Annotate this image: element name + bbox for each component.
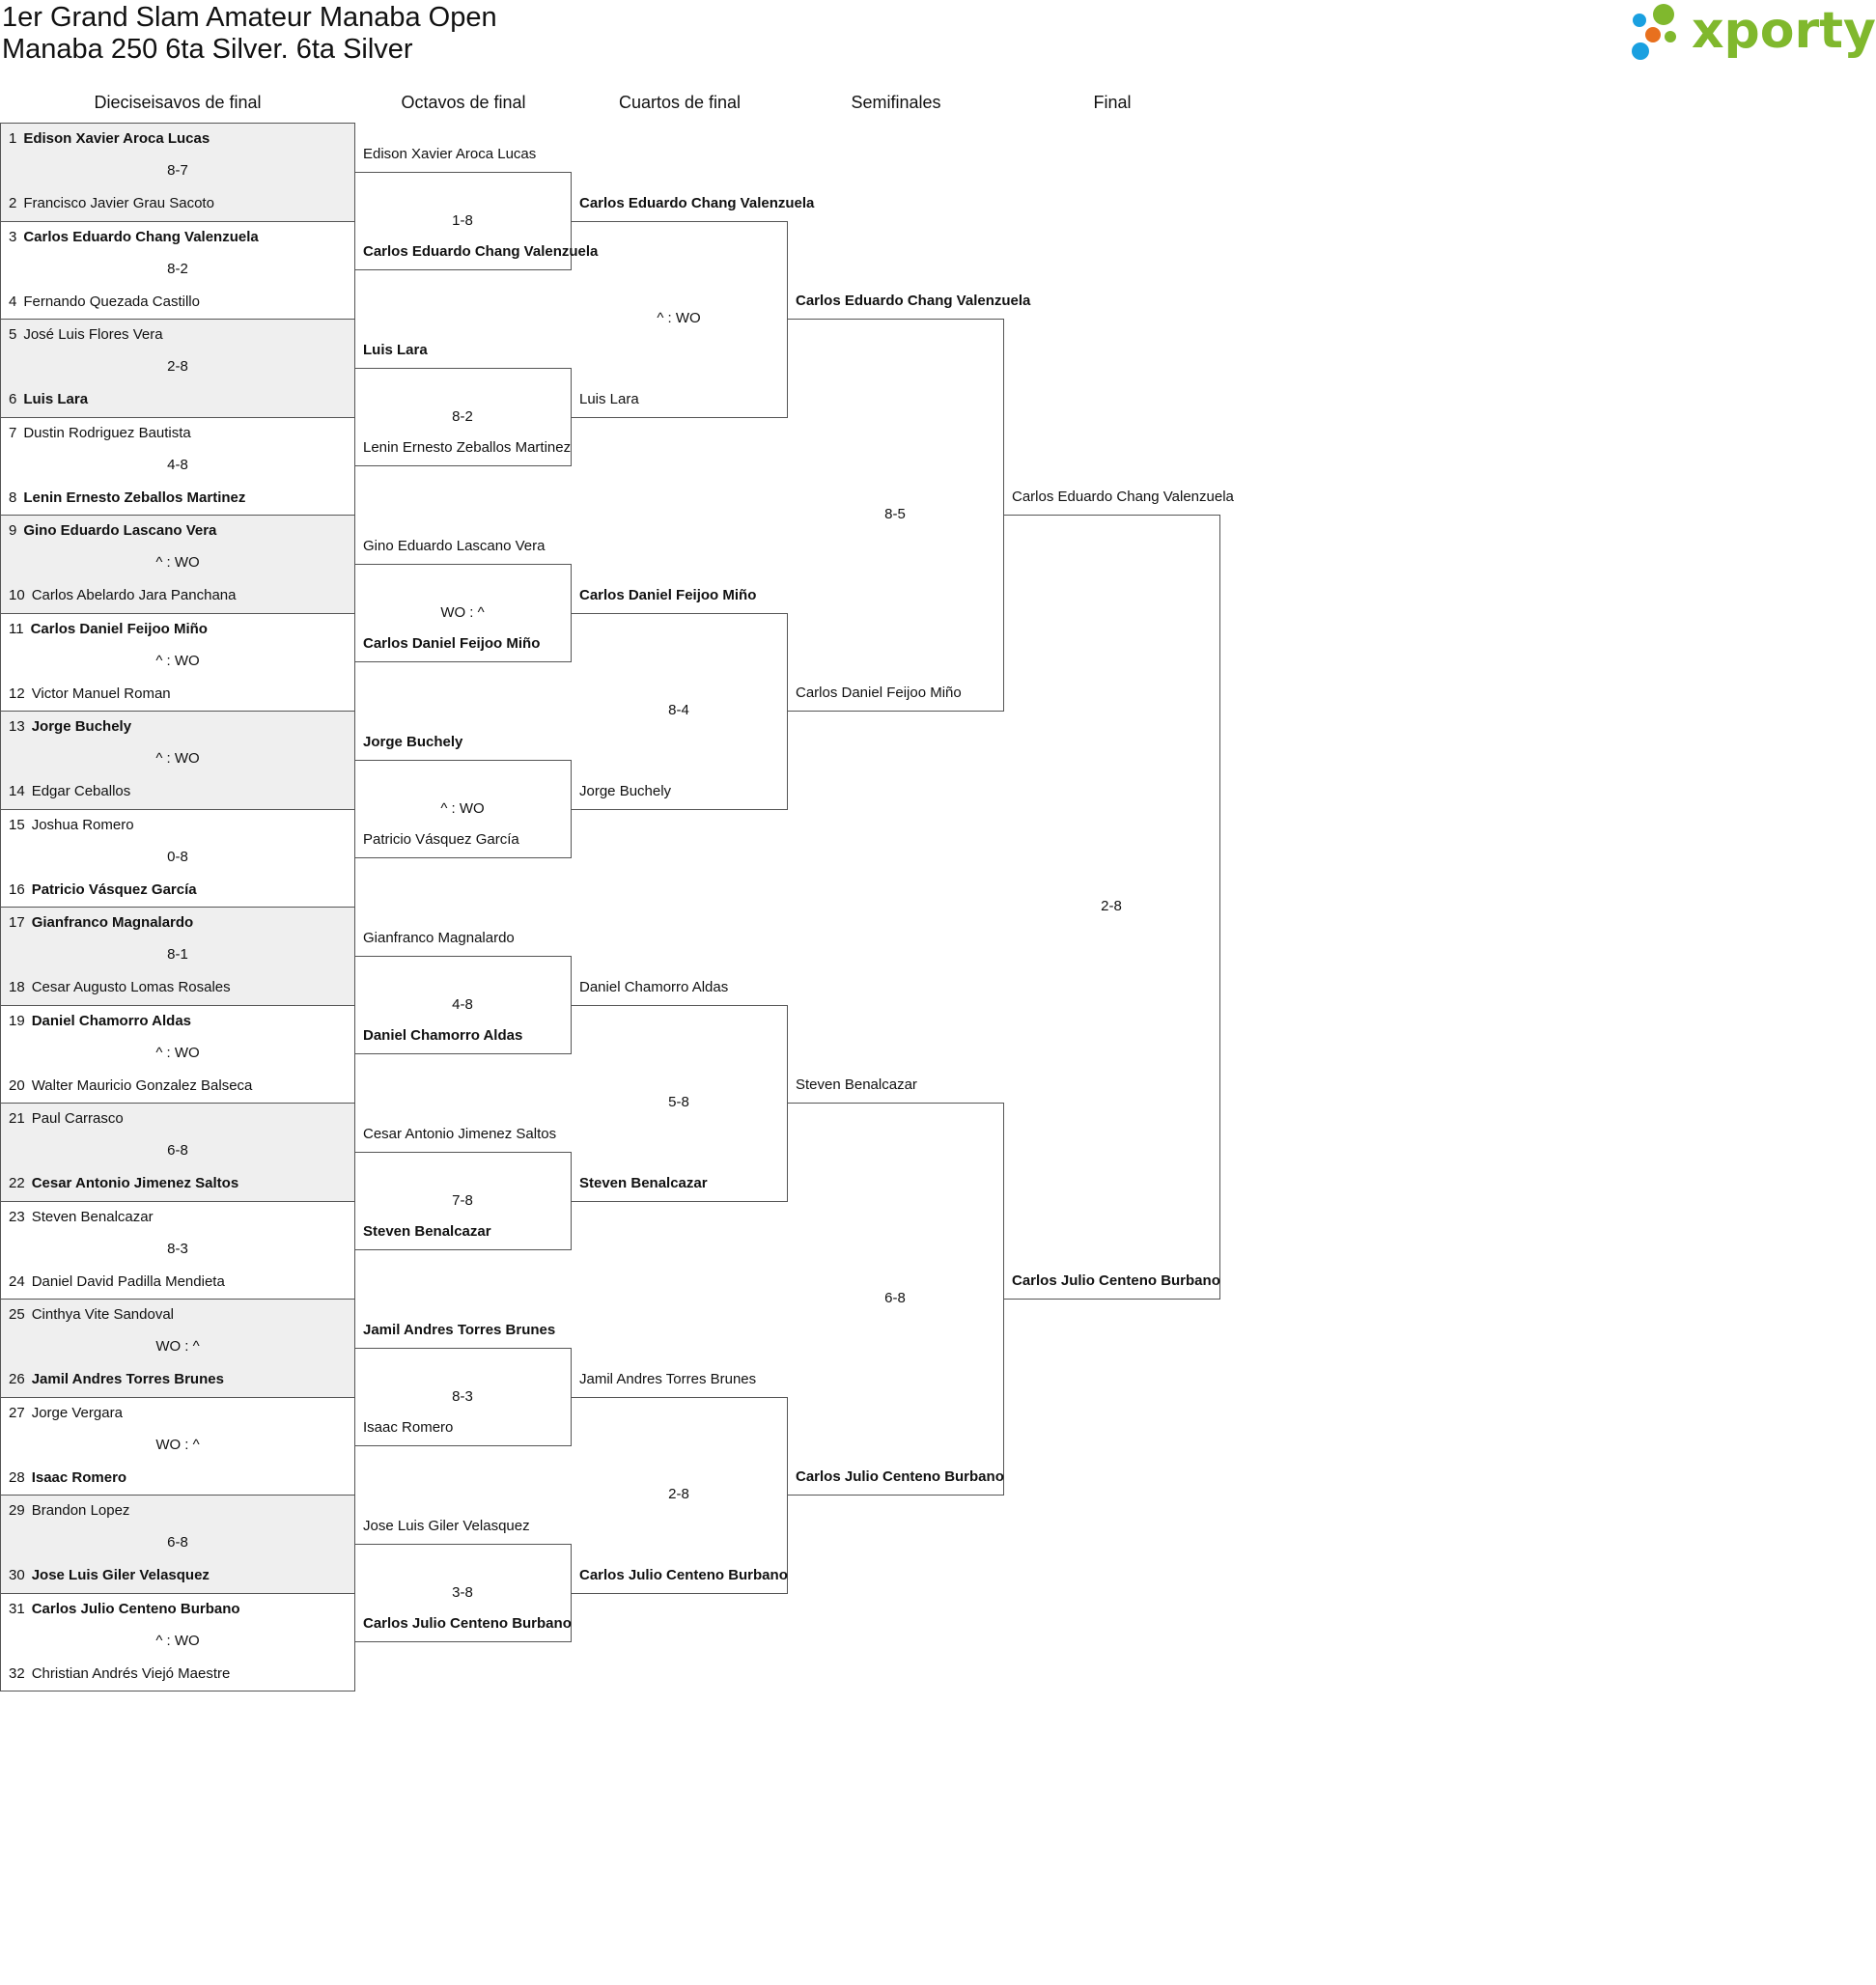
player-name[interactable]: Steven Benalcazar <box>579 1174 708 1191</box>
player-name: Lenin Ernesto Zeballos Martinez <box>23 489 246 506</box>
match-score: 8-7 <box>167 162 188 179</box>
player-seed: 6 <box>9 391 17 407</box>
player-seed: 26 <box>9 1371 25 1387</box>
player-entry[interactable] <box>9 914 193 932</box>
logo-dot-blue-icon <box>1633 14 1646 27</box>
player-seed: 14 <box>9 783 25 799</box>
player-name[interactable]: Steven Benalcazar <box>796 1076 917 1093</box>
player-name: Walter Mauricio Gonzalez Balseca <box>31 1076 253 1094</box>
bracket-line-top <box>788 1103 1004 1104</box>
player-entry[interactable] <box>9 522 216 540</box>
logo-dot-blue2-icon <box>1632 42 1649 60</box>
player-seed: 27 <box>9 1404 25 1421</box>
player-entry[interactable] <box>9 425 191 442</box>
match-score: 8-1 <box>167 946 188 963</box>
match-score: ^ : WO <box>155 1632 200 1649</box>
match-score: 4-8 <box>452 995 473 1013</box>
player-entry[interactable] <box>9 881 197 899</box>
player-name[interactable]: Isaac Romero <box>363 1419 454 1437</box>
bracket-line-top <box>788 319 1004 320</box>
player-name: Francisco Javier Grau Sacoto <box>23 195 214 211</box>
logo-dot-green-icon <box>1653 4 1674 25</box>
player-name: Edison Xavier Aroca Lucas <box>23 130 210 147</box>
player-entry[interactable] <box>9 489 245 507</box>
player-name: Daniel Chamorro Aldas <box>31 1012 192 1029</box>
player-entry[interactable] <box>9 1013 191 1030</box>
player-entry[interactable] <box>9 1502 129 1520</box>
match-r32-7[interactable] <box>0 711 355 810</box>
player-name[interactable]: Carlos Daniel Feijoo Miño <box>796 685 962 701</box>
player-name: Cesar Antonio Jimenez Saltos <box>31 1175 239 1191</box>
player-seed: 18 <box>9 979 25 995</box>
player-entry[interactable] <box>9 621 208 638</box>
match-score: 2-8 <box>167 358 188 375</box>
player-seed: 3 <box>9 228 17 245</box>
bracket-line-bottom <box>355 1641 572 1642</box>
bracket-line-top <box>355 1348 572 1349</box>
match-score: 8-5 <box>884 506 906 522</box>
player-name: Patricio Vásquez García <box>31 881 197 898</box>
player-name[interactable]: Luis Lara <box>579 390 639 407</box>
player-name: Carlos Julio Centeno Burbano <box>31 1600 240 1617</box>
player-seed: 11 <box>9 620 24 637</box>
bracket-line-bottom <box>572 1201 788 1202</box>
player-entry[interactable] <box>9 685 171 703</box>
bracket-line-top <box>355 564 572 565</box>
player-name: Victor Manuel Roman <box>31 685 171 702</box>
player-name: Cinthya Vite Sandoval <box>31 1306 175 1323</box>
player-name: Paul Carrasco <box>31 1110 124 1127</box>
round-header-r16: Octavos de final <box>401 93 526 112</box>
player-name: Jorge Buchely <box>31 718 132 735</box>
player-seed: 8 <box>9 489 17 506</box>
player-seed: 17 <box>9 914 25 931</box>
player-name[interactable]: Carlos Julio Centeno Burbano <box>796 1468 1004 1485</box>
player-entry[interactable] <box>9 1567 210 1584</box>
player-name[interactable]: Jorge Buchely <box>579 782 672 799</box>
player-seed: 29 <box>9 1502 25 1519</box>
match-r32-12[interactable] <box>0 1201 355 1300</box>
player-name: Gino Eduardo Lascano Vera <box>23 522 217 539</box>
player-name: Steven Benalcazar <box>31 1208 154 1225</box>
match-score: ^ : WO <box>155 652 200 669</box>
player-entry[interactable] <box>9 1077 252 1095</box>
bracket-line-bottom <box>355 1053 572 1054</box>
player-name[interactable]: Lenin Ernesto Zeballos Martinez <box>363 439 572 457</box>
player-seed: 5 <box>9 326 17 343</box>
player-name[interactable]: Carlos Eduardo Chang Valenzuela <box>1012 489 1234 505</box>
player-entry[interactable] <box>9 326 163 344</box>
player-entry[interactable] <box>9 1405 123 1422</box>
player-seed: 2 <box>9 195 17 211</box>
match-score: 8-2 <box>452 407 473 425</box>
bracket-line-bottom <box>355 661 572 662</box>
player-entry[interactable] <box>9 1665 230 1683</box>
player-seed: 22 <box>9 1175 25 1191</box>
match-r32-9[interactable] <box>0 907 355 1006</box>
player-seed: 15 <box>9 816 25 833</box>
player-entry[interactable] <box>9 1601 240 1618</box>
player-seed: 16 <box>9 881 25 898</box>
player-name[interactable]: Gino Eduardo Lascano Vera <box>363 537 546 554</box>
bracket-line-bottom <box>355 857 572 858</box>
tournament-subtitle: Manaba 250 6ta Silver. 6ta Silver <box>2 34 413 65</box>
player-name[interactable]: Cesar Antonio Jimenez Saltos <box>363 1125 557 1142</box>
bracket-line-bottom <box>355 269 572 270</box>
player-entry[interactable] <box>9 783 130 800</box>
player-seed: 23 <box>9 1208 25 1225</box>
player-name[interactable]: Edison Xavier Aroca Lucas <box>363 145 537 162</box>
player-seed: 10 <box>9 587 25 603</box>
player-name[interactable]: Steven Benalcazar <box>363 1223 491 1241</box>
player-name[interactable]: Daniel Chamorro Aldas <box>363 1027 523 1045</box>
player-name: Carlos Eduardo Chang Valenzuela <box>23 228 259 245</box>
player-name: Joshua Romero <box>31 816 134 833</box>
player-seed: 9 <box>9 522 17 539</box>
player-name: Gianfranco Magnalardo <box>31 914 194 931</box>
bracket-line-top <box>355 368 572 369</box>
bracket-line-top <box>355 956 572 957</box>
player-name[interactable]: Carlos Daniel Feijoo Miño <box>579 586 757 603</box>
player-name: Jamil Andres Torres Brunes <box>31 1371 224 1387</box>
player-entry[interactable] <box>9 294 200 311</box>
bracket-line-right <box>1219 515 1220 1300</box>
match-score: ^ : WO <box>155 1044 200 1061</box>
round-header-sf: Semifinales <box>851 93 941 112</box>
player-entry[interactable] <box>9 1273 225 1291</box>
player-name[interactable]: Carlos Eduardo Chang Valenzuela <box>796 293 1031 309</box>
player-seed: 4 <box>9 293 17 310</box>
bracket-line-top <box>355 760 572 761</box>
bracket-line-bottom <box>355 465 572 466</box>
match-score: 3-8 <box>452 1583 473 1601</box>
match-score: 2-8 <box>668 1486 689 1502</box>
player-name[interactable]: Jamil Andres Torres Brunes <box>363 1321 556 1338</box>
player-name: Isaac Romero <box>31 1468 127 1486</box>
match-score: 1-8 <box>452 211 473 229</box>
match-score: ^ : WO <box>657 310 701 326</box>
bracket-line-bottom <box>788 1495 1004 1496</box>
player-seed: 12 <box>9 685 25 702</box>
match-r32-6[interactable] <box>0 613 355 713</box>
player-entry[interactable] <box>9 195 214 212</box>
player-entry[interactable] <box>9 130 210 148</box>
player-name[interactable]: Daniel Chamorro Aldas <box>579 978 729 995</box>
player-name: Fernando Quezada Castillo <box>23 293 200 310</box>
match-r32-15[interactable] <box>0 1495 355 1594</box>
bracket-line-top <box>572 613 788 614</box>
tournament-title: 1er Grand Slam Amateur Manaba Open <box>2 2 497 33</box>
player-name[interactable]: Gianfranco Magnalardo <box>363 929 515 946</box>
match-score: 8-3 <box>167 1240 188 1257</box>
player-name[interactable]: Carlos Daniel Feijoo Miño <box>363 635 541 653</box>
match-score: 8-4 <box>668 702 689 718</box>
player-seed: 32 <box>9 1664 25 1682</box>
player-name[interactable]: Jamil Andres Torres Brunes <box>579 1370 757 1387</box>
player-entry[interactable] <box>9 817 134 834</box>
player-name: Jose Luis Giler Velasquez <box>31 1567 210 1583</box>
player-name[interactable]: Carlos Julio Centeno Burbano <box>579 1566 788 1583</box>
bracket-line-bottom <box>572 417 788 418</box>
match-score: 2-8 <box>1101 898 1122 914</box>
player-name: Luis Lara <box>23 391 89 407</box>
match-score: WO : ^ <box>155 1338 200 1355</box>
player-entry[interactable] <box>9 1209 154 1226</box>
player-name[interactable]: Carlos Eduardo Chang Valenzuela <box>363 243 599 261</box>
match-r32-1[interactable] <box>0 123 355 222</box>
player-seed: 24 <box>9 1272 25 1290</box>
match-score: 6-8 <box>167 1534 188 1551</box>
bracket-line-top <box>572 221 788 222</box>
match-score: ^ : WO <box>155 750 200 767</box>
match-r32-10[interactable] <box>0 1005 355 1104</box>
bracket-line-top <box>572 1005 788 1006</box>
match-score: 0-8 <box>167 848 188 865</box>
logo-dot-green2-icon <box>1665 31 1676 42</box>
match-r32-8[interactable] <box>0 809 355 909</box>
player-seed: 7 <box>9 424 17 441</box>
player-name[interactable]: Jose Luis Giler Velasquez <box>363 1517 530 1534</box>
player-name: Daniel David Padilla Mendieta <box>31 1272 225 1290</box>
player-seed: 19 <box>9 1012 25 1029</box>
player-seed: 21 <box>9 1110 25 1127</box>
match-score: 6-8 <box>167 1142 188 1159</box>
bracket-line-top <box>355 1152 572 1153</box>
player-entry[interactable] <box>9 979 231 996</box>
match-r32-16[interactable] <box>0 1593 355 1692</box>
match-r32-13[interactable] <box>0 1299 355 1398</box>
match-r32-4[interactable] <box>0 417 355 517</box>
bracket-line-bottom <box>355 1249 572 1250</box>
player-name: Cesar Augusto Lomas Rosales <box>31 979 231 995</box>
bracket-line-bottom <box>572 809 788 810</box>
player-name[interactable]: Jorge Buchely <box>363 733 463 750</box>
xporty-logo[interactable] <box>1632 2 1876 66</box>
player-seed: 30 <box>9 1567 25 1583</box>
player-name: Jorge Vergara <box>31 1404 123 1421</box>
player-entry[interactable] <box>9 229 259 246</box>
player-name: Brandon Lopez <box>31 1502 130 1519</box>
match-score: 4-8 <box>167 456 188 473</box>
player-name: Carlos Daniel Feijoo Miño <box>30 620 208 637</box>
match-score: 5-8 <box>668 1094 689 1110</box>
bracket-line-bottom <box>355 1445 572 1446</box>
match-score: ^ : WO <box>440 799 485 817</box>
player-seed: 20 <box>9 1076 25 1094</box>
match-score: 8-3 <box>452 1387 473 1405</box>
player-entry[interactable] <box>9 1110 124 1128</box>
player-entry[interactable] <box>9 1469 126 1487</box>
bracket-line-bottom <box>572 1593 788 1594</box>
player-seed: 28 <box>9 1468 25 1486</box>
bracket-line-bottom <box>788 711 1004 712</box>
round-header-r32: Dieciseisavos de final <box>94 93 262 112</box>
player-name: Christian Andrés Viejó Maestre <box>31 1664 231 1682</box>
player-name: José Luis Flores Vera <box>23 326 163 343</box>
player-entry[interactable] <box>9 1371 224 1388</box>
player-name[interactable]: Carlos Eduardo Chang Valenzuela <box>579 194 815 211</box>
player-name: Dustin Rodriguez Bautista <box>23 424 191 441</box>
bracket-line-bottom <box>1004 1299 1220 1300</box>
bracket-line-top <box>355 1544 572 1545</box>
bracket-line-top <box>572 1397 788 1398</box>
match-score: ^ : WO <box>155 554 200 571</box>
match-r32-14[interactable] <box>0 1397 355 1496</box>
player-name[interactable]: Carlos Julio Centeno Burbano <box>1012 1272 1220 1289</box>
match-r32-2[interactable] <box>0 221 355 321</box>
player-name[interactable]: Carlos Julio Centeno Burbano <box>363 1615 572 1633</box>
match-score: 8-2 <box>167 260 188 277</box>
match-score: WO : ^ <box>440 603 485 621</box>
player-entry[interactable] <box>9 1306 174 1324</box>
match-r32-5[interactable] <box>0 515 355 614</box>
player-entry[interactable] <box>9 391 88 408</box>
match-score: 6-8 <box>884 1290 906 1306</box>
bracket-line-top <box>355 172 572 173</box>
player-entry[interactable] <box>9 1175 238 1192</box>
round-header-qf: Cuartos de final <box>618 93 742 112</box>
player-name[interactable]: Patricio Vásquez García <box>363 831 519 849</box>
player-name: Carlos Abelardo Jara Panchana <box>31 587 237 603</box>
match-r32-11[interactable] <box>0 1103 355 1202</box>
player-entry[interactable] <box>9 718 131 736</box>
match-score: 7-8 <box>452 1191 473 1209</box>
player-seed: 13 <box>9 718 25 735</box>
match-score: WO : ^ <box>155 1436 200 1453</box>
player-name: Edgar Ceballos <box>31 783 131 799</box>
bracket-line-top <box>1004 515 1220 516</box>
player-entry[interactable] <box>9 587 237 604</box>
player-name[interactable]: Luis Lara <box>363 341 428 358</box>
match-r32-3[interactable] <box>0 319 355 418</box>
round-header-final: Final <box>1093 93 1132 112</box>
player-seed: 25 <box>9 1306 25 1323</box>
logo-dot-orange-icon <box>1645 27 1661 42</box>
player-seed: 1 <box>9 130 17 147</box>
player-seed: 31 <box>9 1600 25 1617</box>
logo-wordmark: xporty <box>1692 2 1876 60</box>
